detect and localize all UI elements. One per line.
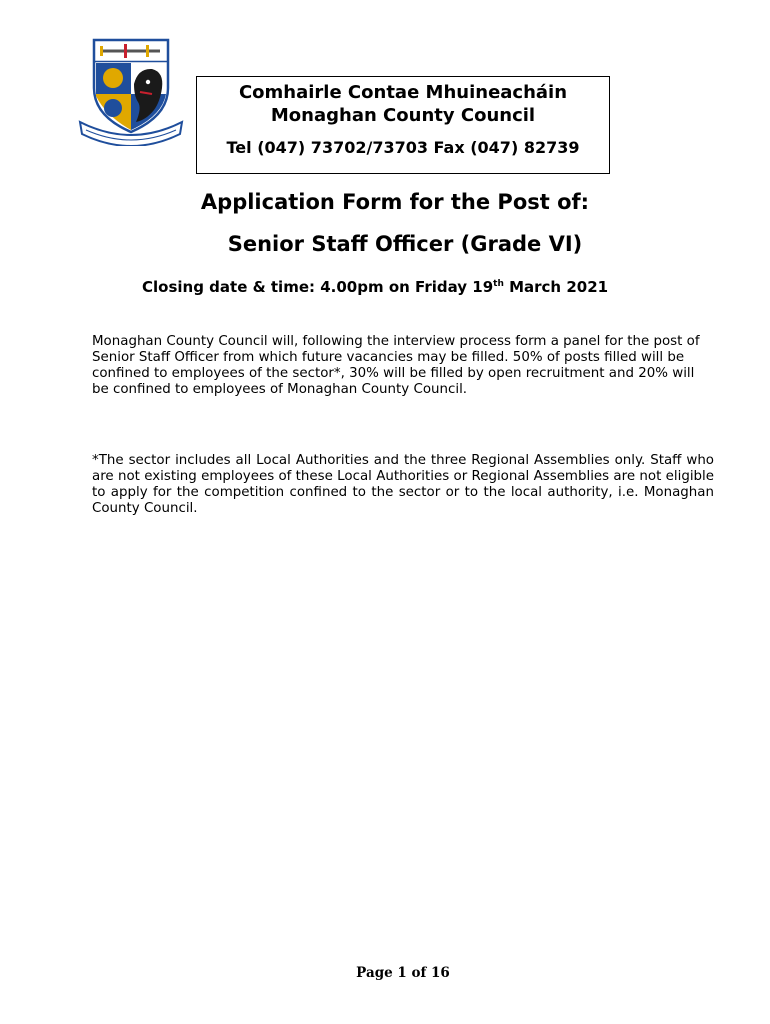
panel-intro-paragraph: Monaghan County Council will, following the interview process form a panel for the post of Senior Staff Officer from which future vacancies may be filled. 50% of posts filled will be confined to employees of the sector*, 30% will be filled by open recruitment and 20% will be confined to employees of Monaghan County Council. bbox=[92, 334, 700, 397]
page-number: Page 1 of 16 bbox=[356, 965, 450, 981]
contact-numbers: Tel (047) 73702/73703 Fax (047) 82739 bbox=[226, 138, 580, 157]
form-title: Application Form for the Post of: bbox=[200, 190, 590, 214]
closing-date bbox=[142, 278, 608, 296]
closing-date-ordinal: th bbox=[493, 279, 504, 289]
council-header-box bbox=[196, 76, 610, 174]
sector-note-paragraph: *The sector includes all Local Authorities and the three Regional Assemblies only. Staff who are not existing employees of these Local Authorities or Regional Assemblies are not eligible to apply for the competition confined to the sector or to the local authority, i.e. Monaghan County Council. bbox=[92, 453, 714, 516]
post-title: Senior Staff Officer (Grade VI) bbox=[227, 232, 583, 256]
council-name-english: Monaghan County Council bbox=[270, 105, 536, 126]
closing-date-suffix: March 2021 bbox=[503, 278, 609, 296]
council-name-irish: Comhairle Contae Mhuineacháin bbox=[238, 82, 568, 103]
council-crest-logo bbox=[76, 36, 186, 146]
closing-date-prefix: Closing date & time: 4.00pm on Friday 19 bbox=[142, 278, 494, 296]
